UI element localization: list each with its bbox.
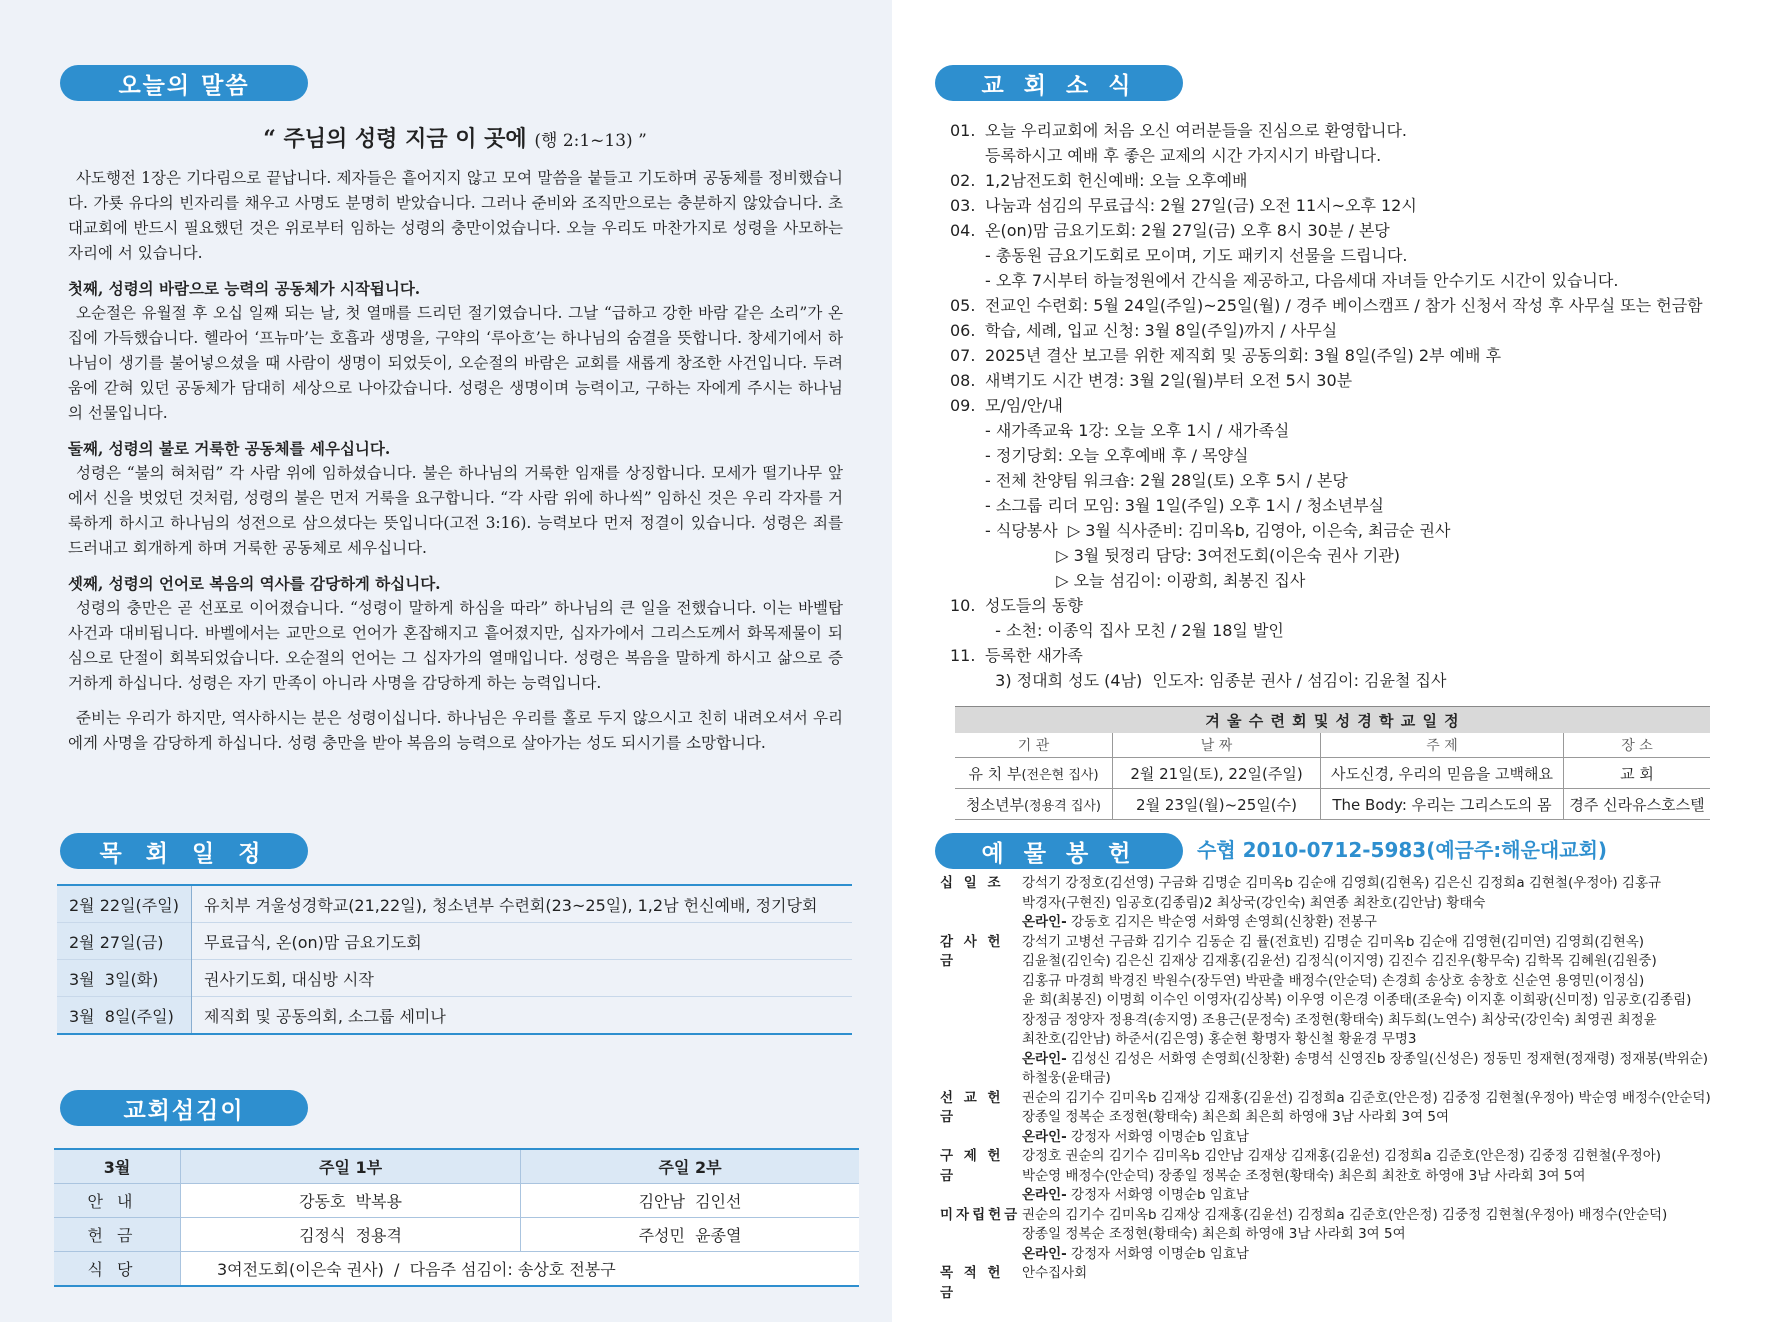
offering-label: 미자립헌금 (940, 1206, 1021, 1223)
news-item (950, 168, 1750, 193)
news-item (950, 193, 1750, 218)
table-row (955, 707, 1710, 734)
org-name: 청소년부 (965, 795, 1024, 814)
offering-header: 예 물 봉 헌 (935, 833, 1183, 869)
table-row (57, 960, 852, 997)
offering-label: 구 제 헌 금 (940, 1148, 1004, 1184)
online-offering-line (1022, 1050, 1720, 1070)
offerings-list (940, 874, 1720, 1303)
offering-label: 목 적 헌 금 (940, 1265, 1004, 1301)
schedule-desc: 권사기도회, 대심방 시작 (204, 969, 374, 989)
offering-line: 박경자(구현진) 임공호(김종림)2 최상국(강인숙) 최연종 최찬호(김안남) 황태숙 (1022, 894, 1486, 911)
offering-line: 김홍규 마경희 박경진 박원수(장두연) 박판출 배정수(안순덕) 손경희 송상호 송창호 신순연 용영민(이정심) (1022, 972, 1645, 989)
table-row (57, 923, 852, 960)
news-text: 새벽기도 시간 변경: 3월 2일(월)부터 오전 5시 30분 (985, 371, 1353, 390)
offering-line: 강석기 고병선 구금화 김기수 김동순 김 률(전효빈) 김명순 김미옥b 김순애 김영현(김미연) 김영희(김현옥) (1022, 933, 1645, 950)
news-subitem: ▷ 3월 뒷정리 담당: 3여전도회(이은숙 권사 기관) (985, 546, 1401, 565)
offering-row (940, 1264, 1720, 1303)
table-row (955, 733, 1710, 758)
online-names: 강동호 김지은 박순영 서화영 손영희(신창환) 전봉구 (1071, 914, 1377, 930)
schedule-date: 3월 8일(주일) (57, 997, 192, 1035)
org-lead: (정용격 집사) (1023, 798, 1102, 814)
table-row (54, 1252, 859, 1287)
online-prefix: 온라인- (1022, 1128, 1067, 1145)
offering-line: 권순의 김기수 김미옥b 김재상 김재홍(김윤선) 김정희a 김준호(안은정) 김중정 김현철(우정아) 배정수(안순덕) (1022, 1206, 1668, 1223)
org-lead: (전은현 집사) (1021, 767, 1099, 783)
service1-header: 주일 1부 (181, 1149, 521, 1184)
camp-caption: 겨 울 수 련 회 및 성 경 학 교 일 정 (955, 707, 1710, 734)
camp-date: 2월 23일(월)~25일(수) (1113, 789, 1321, 820)
offering-names (1022, 874, 1720, 933)
table-row (54, 1218, 859, 1252)
news-header: 교 회 소 식 (935, 65, 1183, 101)
news-item (950, 393, 1750, 418)
sermon-paragraph: 사도행전 1장은 기다림으로 끝납니다. 제자들은 흩어지지 않고 모여 말씀을 붙들고 기도하며 공동체를 정비했습니다. 가룟 유다의 빈자리를 채우고 사명도 분명히 받았습니다. 그러나 준비와 조직만으로는 충분하지 않았습니다. 초대교회에 반드시 필요했던 것은 위로부터 임하는 성령의 충만이었습니다. 오늘 우리도 마찬가지로 성령을 사모하는 자리에 서 있습니다. (68, 169, 843, 262)
role-label: 헌금 (54, 1218, 181, 1252)
ushers-header: 교회섬김이 (60, 1090, 308, 1126)
offering-label: 감 사 헌 금 (940, 933, 1004, 969)
offering-row (940, 1147, 1720, 1206)
offering-line: 장종일 정복순 조정현(황태숙) 최은희 최은희 하영애 3남 사라회 3여 5여 (1022, 1109, 1450, 1125)
camp-org (955, 758, 1113, 789)
org-name: 유 치 부 (968, 764, 1022, 783)
news-text: 등록한 새가족 (985, 646, 1083, 665)
camp-org (955, 789, 1113, 820)
col-header: 장 소 (1564, 733, 1711, 758)
news-subitem: ▷ 오늘 섬김이: 이광희, 최봉진 집사 (985, 571, 1306, 590)
sermon-body (68, 166, 843, 766)
pastoral-schedule-table (57, 884, 852, 1035)
news-number: 09. (950, 396, 976, 415)
schedule-desc: 유치부 겨울성경학교(21,22일), 청소년부 수련회(23~25일), 1,2남 헌신예배, 정기당회 (204, 895, 818, 915)
news-item (950, 293, 1750, 318)
online-offering-line (1022, 913, 1720, 933)
table-row (955, 758, 1710, 789)
news-number: 07. (950, 346, 976, 365)
offering-names (1022, 1147, 1720, 1206)
offering-label: 십 일 조 (940, 875, 1004, 891)
news-item (950, 593, 1750, 618)
news-subitem: - 오후 7시부터 하늘정원에서 간식을 제공하고, 다음세대 자녀들 안수기도 시간이 있습니다. (985, 271, 1619, 290)
camp-date: 2월 21일(토), 22일(주일) (1113, 758, 1321, 789)
news-number: 01. (950, 121, 976, 140)
service1-names: 강동호 박복용 (181, 1184, 521, 1218)
sermon-title (60, 122, 850, 153)
col-header: 기 관 (955, 733, 1113, 758)
news-text: 학습, 세례, 입교 신청: 3월 8일(주일)까지 / 사무실 (985, 321, 1338, 340)
online-names: 강정자 서화영 이명순b 임효남 (1071, 1245, 1249, 1262)
offering-row (940, 874, 1720, 933)
camp-theme: The Body: 우리는 그리스도의 몸 (1321, 789, 1564, 820)
online-prefix: 온라인- (1022, 1187, 1067, 1203)
role-label: 안내 (54, 1184, 181, 1218)
sermon-title-text: “ 주님의 성령 지금 이 곳에 (263, 126, 527, 152)
schedule-date: 3월 3일(화) (57, 960, 192, 997)
offering-names (1022, 1089, 1720, 1148)
offering-line: 권순의 김기수 김미옥b 김재상 김재홍(김윤선) 김정희a 김준호(안은정) 김중정 김현철(우정아) 박순영 배정수(안순덕) (1022, 1089, 1711, 1106)
news-text: 온(on)맘 금요기도회: 2월 27일(금) 오후 8시 30분 / 본당 (985, 221, 1390, 240)
news-item (950, 343, 1750, 368)
news-subitem: - 전체 찬양팀 워크숍: 2월 28일(토) 오후 5시 / 본당 (985, 471, 1348, 490)
sermon-paragraph: 성령의 충만은 곧 선포로 이어졌습니다. “성령이 말하게 하심을 따라” 하나님의 큰 일을 전했습니다. 이는 바벨탑 사건과 대비됩니다. 바벨에서는 교만으로 언어가 혼잡해지고 흩어졌지만, 십자가에서 그리스도께서 화목제물이 되심으로 단절이 회복되었습니다. 오순절의 언어는 그 십자가의 열매입니다. 성령은 복음을 말하게 하시고 삶으로 증거하게 하십니다. 성령은 자기 만족이 아니라 사명을 감당하게 하는 능력입니다. (68, 599, 843, 692)
news-subitem: - 소천: 이종익 집사 모친 / 2월 18일 발인 (985, 621, 1284, 640)
online-offering-line (1022, 1245, 1720, 1265)
news-subitem: 등록하시고 예배 후 좋은 교제의 시간 가지시기 바랍니다. (985, 146, 1382, 165)
offering-row (940, 1089, 1720, 1148)
table-row (54, 1149, 859, 1184)
sermon-reference: (행 2:1~13) ” (534, 131, 647, 151)
news-text: 전교인 수련회: 5월 24일(주일)~25일(월) / 경주 베이스캠프 / 참가 신청서 작성 후 사무실 또는 헌금함 (985, 296, 1703, 315)
table-row (57, 997, 852, 1035)
camp-place: 교 회 (1564, 758, 1711, 789)
sermon-paragraph: 오순절은 유월절 후 오십 일째 되는 날, 첫 열매를 드리던 절기였습니다. 그날 “급하고 강한 바람 같은 소리”가 온 집에 가득했습니다. 헬라어 ‘프뉴마’는 호흡과 생명을, 구약의 ‘루아흐’는 하나님의 숨결을 뜻합니다. 창세기에서 하나님이 생기를 불어넣으셨을 때 사람이 생명이 되었듯이, 오순절의 바람은 교회를 새롭게 창조한 사건입니다. 두려움에 갇혀 있던 공동체가 담대히 세상으로 나아갔습니다. 성령은 생명이며 능력이고, 구하는 자에게 주시는 하나님의 선물입니다. (68, 304, 843, 422)
camp-theme: 사도신경, 우리의 믿음을 고백해요 (1321, 758, 1564, 789)
news-subitem: 3) 정대희 성도 (4남) 인도자: 임종분 권사 / 섬김이: 김윤철 집사 (985, 671, 1447, 690)
church-servers-table (54, 1148, 859, 1287)
offering-names (1022, 1206, 1720, 1265)
news-text: 1,2남전도회 헌신예배: 오늘 오후예배 (985, 171, 1248, 190)
winter-camp-table (955, 706, 1710, 820)
news-number: 04. (950, 221, 976, 240)
offering-line: 안수집사회 (1022, 1265, 1088, 1281)
news-text: 나눔과 섬김의 무료급식: 2월 27일(금) 오전 11시~오후 12시 (985, 196, 1417, 215)
sermon-header: 오늘의 말씀 (60, 65, 308, 101)
offering-row (940, 1206, 1720, 1265)
news-subitem: - 총동원 금요기도회로 모이며, 기도 패키지 선물을 드립니다. (985, 246, 1408, 265)
offering-names (1022, 1264, 1720, 1303)
church-news-list (950, 118, 1750, 693)
news-text: 2025년 결산 보고를 위한 제직회 및 공동의회: 3월 8일(주일) 2부 예배 후 (985, 346, 1502, 365)
news-number: 08. (950, 371, 976, 390)
schedule-header: 목 회 일 정 (60, 833, 308, 869)
offering-line: 장정금 정양자 정용격(송지영) 조용근(문정숙) 조정현(황태숙) 최두희(노연수) 최상국(강인숙) 최영권 최정윤 (1022, 1011, 1657, 1028)
bank-account: 수협 2010-0712-5983(예금주:해운대교회) (1197, 838, 1608, 862)
online-names: 강정자 서화영 이명순b 임효남 (1071, 1128, 1249, 1145)
offering-line: 박순영 배정수(안순덕) 장종일 정복순 조정현(황태숙) 최은희 최찬호 하영애 3남 사라회 3여 5여 (1022, 1167, 1586, 1184)
online-names: 김성신 김성은 서화영 손영희(신창환) 송명석 신영진b 장종일(신성은) 정동민 정재현(정재령) 정재봉(박위순) (1071, 1050, 1709, 1067)
offering-line: 장종일 정복순 조정현(황태숙) 최은희 하영애 3남 사라회 3여 5여 (1022, 1226, 1406, 1242)
online-offering-line (1022, 1186, 1720, 1206)
sermon-heading: 첫째, 성령의 바람으로 능력의 공동체가 시작됩니다. (68, 279, 421, 298)
sermon-heading: 둘째, 성령의 불로 거룩한 공동체를 세우십니다. (68, 439, 391, 458)
news-subitem: - 정기당회: 오늘 오후예배 후 / 목양실 (985, 446, 1249, 465)
table-row (54, 1184, 859, 1218)
sermon-heading: 셋째, 성령의 언어로 복음의 역사를 감당하게 하십니다. (68, 574, 441, 593)
offering-line: 윤 희(최봉진) 이명희 이수인 이영자(김상복) 이우영 이은경 이종태(조윤숙) 이지훈 이희광(신미정) 임공호(김종림) (1022, 992, 1692, 1008)
offering-line: 강석기 강정호(김선영) 구금화 김명순 김미옥b 김순애 김영희(김현옥) 김은신 김정희a 김현철(우정아) 김홍규 (1022, 875, 1662, 891)
online-prefix: 온라인- (1022, 1050, 1067, 1067)
news-subitem: - 새가족교육 1강: 오늘 오후 1시 / 새가족실 (985, 421, 1290, 440)
news-number: 06. (950, 321, 976, 340)
offering-line: 강정호 권순의 김기수 김미옥b 김안남 김재상 김재홍(김윤선) 김정희a 김준호(안은정) 김중정 김현철(우정아) (1022, 1148, 1662, 1164)
sermon-paragraph: 성령은 “불의 혀처럼” 각 사람 위에 임하셨습니다. 불은 하나님의 거룩한 임재를 상징합니다. 모세가 떨기나무 앞에서 신을 벗었던 것처럼, 성령의 불은 먼저 거룩을 요구합니다. “각 사람 위에 하나씩” 임하신 것은 우리 각자를 거룩하게 하시고 하나님의 성전으로 삼으셨다는 뜻입니다(고전 3:16). 능력보다 먼저 정결이 있습니다. 성령은 죄를 드러내고 회개하게 하며 거룩한 공동체로 세우십니다. (68, 464, 843, 557)
service2-names: 김안남 김인선 (521, 1184, 859, 1218)
news-number: 11. (950, 646, 976, 665)
news-number: 05. (950, 296, 976, 315)
schedule-desc: 무료급식, 온(on)맘 금요기도회 (204, 932, 422, 952)
table-row (955, 789, 1710, 820)
col-header: 날 짜 (1113, 733, 1321, 758)
news-subitem: - 소그룹 리더 모임: 3월 1일(주일) 오후 1시 / 청소년부실 (985, 496, 1385, 515)
news-number: 02. (950, 171, 976, 190)
news-item (950, 643, 1750, 668)
online-names: 강정자 서화영 이명순b 임효남 (1071, 1187, 1249, 1203)
offering-row (940, 933, 1720, 1089)
news-text: 모/임/안/내 (985, 396, 1063, 415)
news-subitem: - 식당봉사 ▷ 3월 식사준비: 김미옥b, 김영아, 이은숙, 최금순 권사 (985, 521, 1451, 540)
online-prefix: 온라인- (1022, 914, 1067, 930)
schedule-date: 2월 27일(금) (57, 923, 192, 960)
online-prefix: 온라인- (1022, 1245, 1067, 1262)
offering-names (1022, 933, 1720, 1089)
service2-header: 주일 2부 (521, 1149, 859, 1184)
news-item (950, 218, 1750, 243)
sermon-paragraph: 준비는 우리가 하지만, 역사하시는 분은 성령이십니다. 하나님은 우리를 홀로 두지 않으시고 친히 내려오셔서 우리에게 사명을 감당하게 하십니다. 성령 충만을 받아 복음의 능력으로 살아가는 성도 되시기를 소망합니다. (68, 709, 843, 752)
month-header: 3월 (54, 1149, 181, 1184)
news-number: 10. (950, 596, 976, 615)
role-label: 식당 (54, 1252, 181, 1287)
service1-names: 김정식 정용격 (181, 1218, 521, 1252)
news-text: 오늘 우리교회에 처음 오신 여러분들을 진심으로 환영합니다. (985, 121, 1408, 140)
news-text: 성도들의 동향 (985, 596, 1083, 615)
online-offering-line (1022, 1128, 1720, 1148)
news-number: 03. (950, 196, 976, 215)
news-item (950, 318, 1750, 343)
news-item (950, 368, 1750, 393)
offering-line: 김윤철(김인숙) 김은신 김재상 김재홍(김윤선) 김정식(이지영) 김진수 김진우(황무숙) 김학목 김혜원(김원중) (1022, 953, 1657, 969)
meal-servers: 3여전도회(이은숙 권사) / 다음주 섬김이: 송상호 전봉구 (181, 1252, 860, 1287)
col-header: 주 제 (1321, 733, 1564, 758)
schedule-date: 2월 22일(주일) (57, 885, 192, 923)
offering-line: 하철웅(윤태금) (1022, 1070, 1111, 1086)
offering-line: 최찬호(김안남) 하준서(김은영) 홍순현 황명자 황신철 황윤경 무명3 (1022, 1031, 1417, 1047)
service2-names: 주성민 윤종열 (521, 1218, 859, 1252)
offering-label: 선 교 헌 금 (940, 1089, 1004, 1125)
schedule-desc: 제직회 및 공동의회, 소그룹 세미나 (204, 1006, 446, 1026)
news-item (950, 118, 1750, 143)
table-row (57, 885, 852, 923)
camp-place: 경주 신라유스호스텔 (1564, 789, 1711, 820)
